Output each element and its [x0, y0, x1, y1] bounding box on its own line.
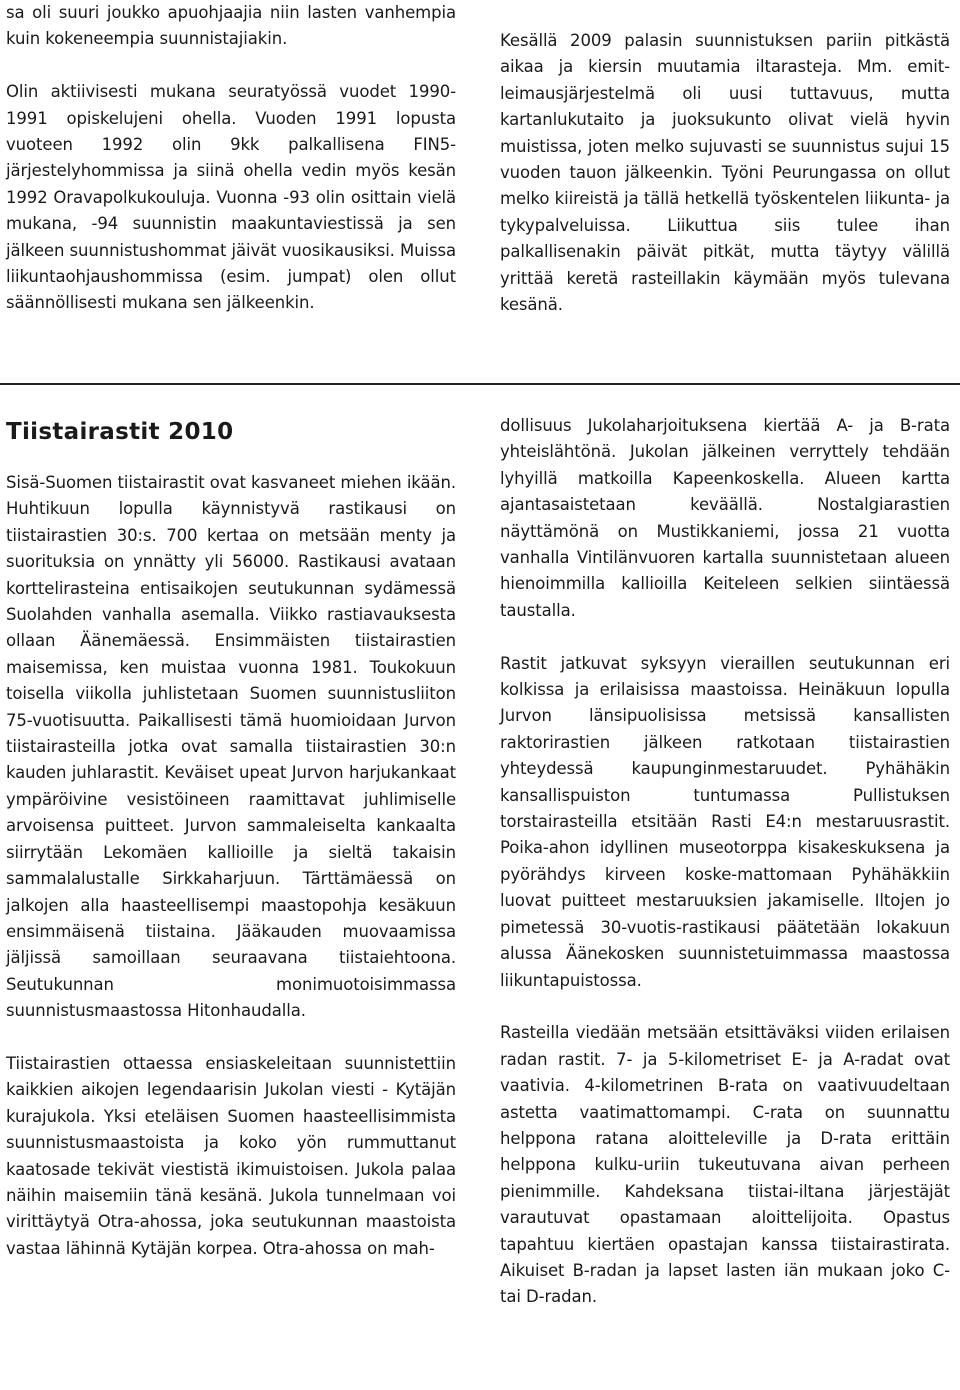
paragraph: Olin aktiivisesti mukana seuratyössä vuodet 1990-1991 opiskelujeni ohella. Vuoden 1991 lopusta vuoteen 1992 olin 9kk palkallisena FIN5-järjestelyhommissa ja siinä ohella vedin myös kesän 1992 Oravapolkukouluja. Vuonna -93 olin osittain vielä mukana, -94 suunnistin maakuntaviestissä ja sen jälkeen suunnistushommat jäivät vuosikausiksi. Muissa liikuntaohjaushommissa (esim. jumpat) olen ollut säännöllisesti mukana sen jälkeenkin. — [6, 82, 456, 313]
paragraph: Rasteilla viedään metsään etsittäväksi viiden erilaisen radan rastit. 7- ja 5-kilometriset E- ja A-radat ovat vaativia. 4-kilometrinen B-rata on vaativuudeltaan astetta vaatimattomampi. C-rata on suunnattu helppona ratana aloitteleville ja D-rata erittäin helppona kulku-uriin tukeutuvana aivan perheen pienimmille. Kahdeksana tiistai-iltana järjestäjät varautuvat opastamaan aloittelijoita. Opastus tapahtuu kiertäen opastajan kanssa tiistairastirata. Aikuiset B-radan ja lapset lasten iän mukaan joko C- tai D-radan. — [500, 1023, 950, 1307]
paragraph: Tiistairastien ottaessa ensiaskeleitaan suunnistettiin kaikkien aikojen legendaarisin Jukolan viesti - Kytäjän kurajukola. Yksi eteläisen Suomen haasteellisimmista suunnistusmaastoista ja koko yön rummuttanut kaatosade tekivät viestistä ikimuistoisen. Jukola palaa näihin maisemiin tänä kesänä. Jukola tunnelmaan voi virittäytyä Otra-ahossa, joka seutukunnan maastoista vastaa lähinnä Kytäjän korpea. Otra-ahossa on mah- — [6, 1053, 456, 1258]
previous-article-left-column — [6, 0, 456, 317]
paragraph: Kesällä 2009 palasin suunnistuksen pariin pitkästä aikaa ja kiersin muutamia iltarasteja. Mm. emit-leimausjärjestelmä oli uusi tuttavuus, mutta kartanlukutaito ja juoksukunto olivat vielä hyvin muistissa, joten melko sujuvasti se suunnistus sujui 15 vuoden tauon jälkeenkin. Työni Peurungassa on ollut melko kiireistä ja tällä hetkellä työskentelen liikunta- ja tykypalveluissa. Liikuttua siis tulee ihan palkallisenakin päivät pitkät, mutta täytyy välillä yrittää keretä rasteillakin käymään myös tulevana kesänä. — [500, 31, 950, 315]
paragraph: Sisä-Suomen tiistairastit ovat kasvaneet miehen ikään. Huhtikuun lopulla käynnistyvä rastikausi on tiistairastien 30:s. 700 kertaa on metsään menty ja suorituksia on ynnätty yli 56000. Rastikausi avataan korttelirasteina entisaikojen seutukunnan sydämessä Suolahden vanhalla asemalla. Viikko rastiavauksesta ollaan Äänemäessä. Ensimmäisten tiistairastien maisemissa, ken muistaa vuonna 1981. Toukokuun toisella viikolla juhlistetaan Suomen suunnistusliiton 75-vuotisuutta. Paikallisesti tämä huomioidaan Jurvon tiistairasteilla jotka ovat samalla tiistairastien 30:n kauden juhlarastit. Keväiset upeat Jurvon harjukankaat ympäröivine vesistöineen raamittavat juhlimiselle arvoisensa puitteet. Jurvon sammaleiselta kankaalta siirrytään Lekomäen kallioille ja sieltä takaisin sammalalustalle Sirkkaharjuun. Tärttämäessä on jalkojen alla haasteellisempi maastopohja kesäkuun ensimmäisenä tiistaina. Jääkauden muovaamissa jäljissä samoillaan seuraavana tiistaiehtoona. Seutukunnan monimuotoisimmassa suunnistusmaastossa Hitonhaudalla. — [6, 473, 456, 1021]
previous-article-right-column — [500, 28, 950, 318]
paragraph: dollisuus Jukolaharjoituksena kiertää A- ja B-rata yhteislähtönä. Jukolan jälkeinen verryttely tehdään lyhyillä matkoilla Kapeenkoskella. Alueen kartta ajantasaistetaan keväällä. Nostalgiarastien näyttämönä on Mustikkaniemi, jossa 21 vuotta vanhalla Vintilänvuoren kartalla suunnistetaan alueen hienoimmilla kallioilla Keiteleen selkien siintäessä taustalla. — [500, 416, 950, 620]
section-divider — [0, 383, 960, 385]
article-right-column — [500, 413, 950, 1311]
article-left-column — [6, 470, 456, 1262]
paragraph: sa oli suuri joukko apuohjaajia niin lasten vanhempia kuin kokeneempia suunnistajiakin. — [6, 3, 456, 49]
paragraph: Rastit jatkuvat syksyyn vieraillen seutukunnan eri kolkissa ja erilaisissa maastoissa. Heinäkuun lopulla Jurvon länsipuolisissa metsissä kansallisten raktorirastien jälkeen ratkotaan tiistairastien yhteydessä kaupunginmestaruudet. Pyhähäkin kansallispuiston tuntumassa Pullistuksen torstairasteilla etsitään Rasti E4:n mestaruusrastit. Poika-ahon idyllinen museotorppa kisakeskuksena ja pyörähdys kirveen koske-mattomaan Pyhähäkkiin luovat puitteet mestaruuksien jakamiselle. Iltojen jo pimetessä 30-vuotis-rastikausi päätetään lokakuun alussa Äänekosken suunnistetuimmassa maastossa liikuntapuistossa. — [500, 653, 950, 990]
article-title: Tiistairastit 2010 — [6, 419, 234, 445]
